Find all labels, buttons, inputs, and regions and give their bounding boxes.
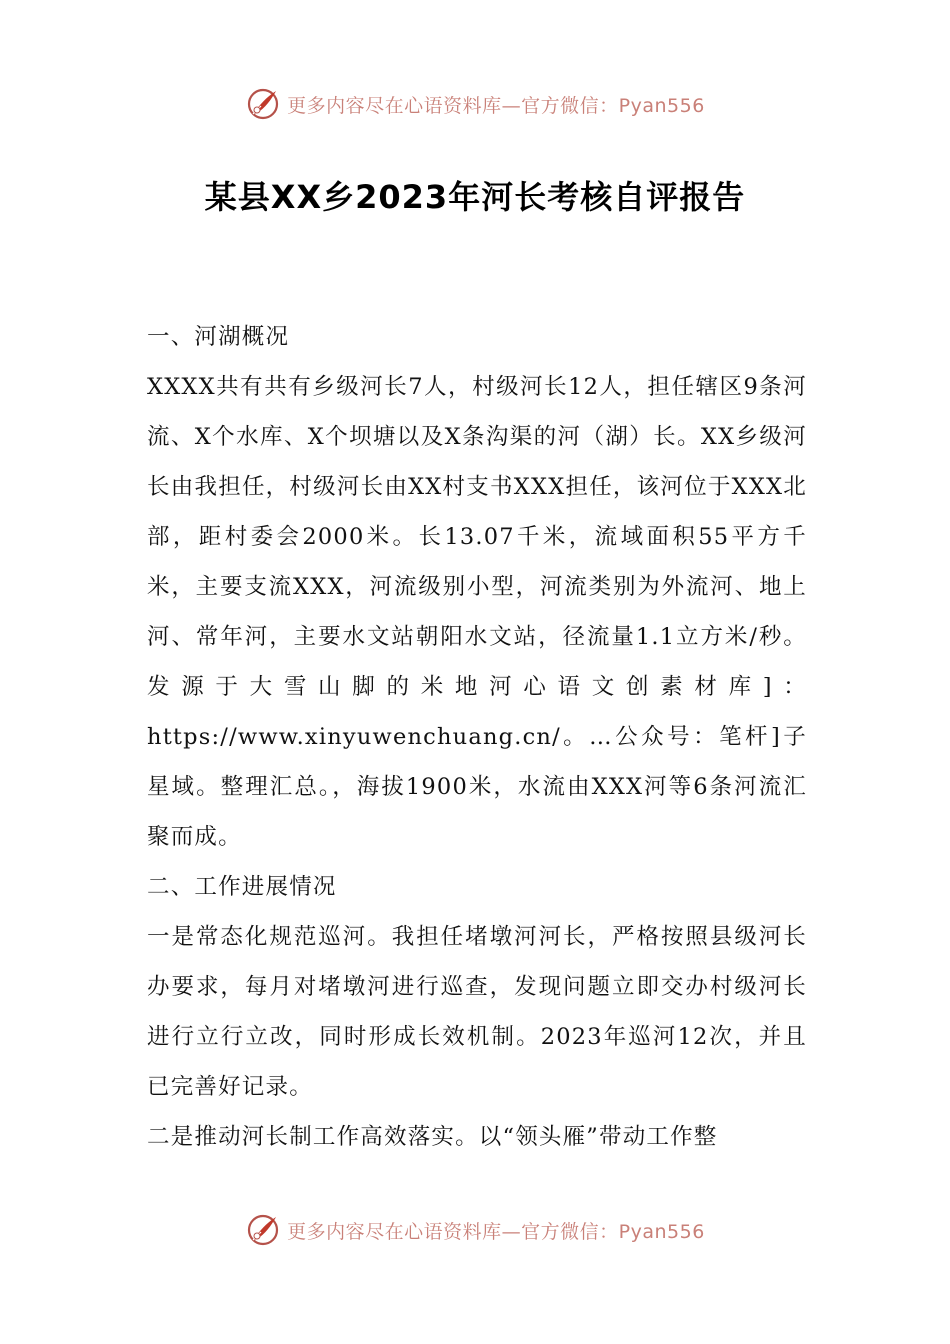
footer-watermark	[0, 1210, 950, 1250]
paragraph: XXXX共有共有乡级河长7人，村级河长12人，担任辖区9条河流、X个水库、X个坝塘以及X条沟渠的河（湖）长。XX乡级河长由我担任，村级河长由XX村支书XXX担任，该河位于XXX北部，距村委会2000米。长13.07千米，流域面积55平方千米，主要支流XXX，河流级别小型，河流类别为外流河、地上河、常年河，主要水文站朝阳水文站，径流量1.1立方米/秒。发源于大雪山脚的米地河心语文创素材库]：https://www.xinyuwenchuang.cn/。…公众号：笔杆]子星域。整理汇总。，海拔1900米，水流由XXX河等6条河流汇聚而成。	[147, 374, 807, 850]
watermark-text: 更多内容尽在心语资料库—官方微信：Pyan556	[287, 94, 705, 117]
watermark-wechat-id: Pyan556	[618, 94, 705, 117]
watermark-text: 更多内容尽在心语资料库—官方微信：Pyan556	[287, 1220, 705, 1243]
section-heading: 二、工作进展情况	[147, 874, 337, 900]
document-body	[147, 312, 807, 1162]
section-heading: 一、河湖概况	[147, 324, 290, 350]
watermark-wechat-id: Pyan556	[618, 1220, 705, 1243]
quill-seal-icon	[245, 1212, 281, 1248]
paragraph: 二是推动河长制工作高效落实。以“领头雁”带动工作整	[147, 1124, 718, 1150]
document-title: 某县XX乡2023年河长考核自评报告	[204, 178, 746, 216]
paragraph: 一是常态化规范巡河。我担任堵墩河河长，严格按照县级河长办要求，每月对堵墩河进行巡查，发现问题立即交办村级河长进行立行立改，同时形成长效机制。2023年巡河12次，并且已完善好记录。	[147, 924, 807, 1100]
header-watermark	[0, 84, 950, 124]
quill-seal-icon	[245, 86, 281, 122]
